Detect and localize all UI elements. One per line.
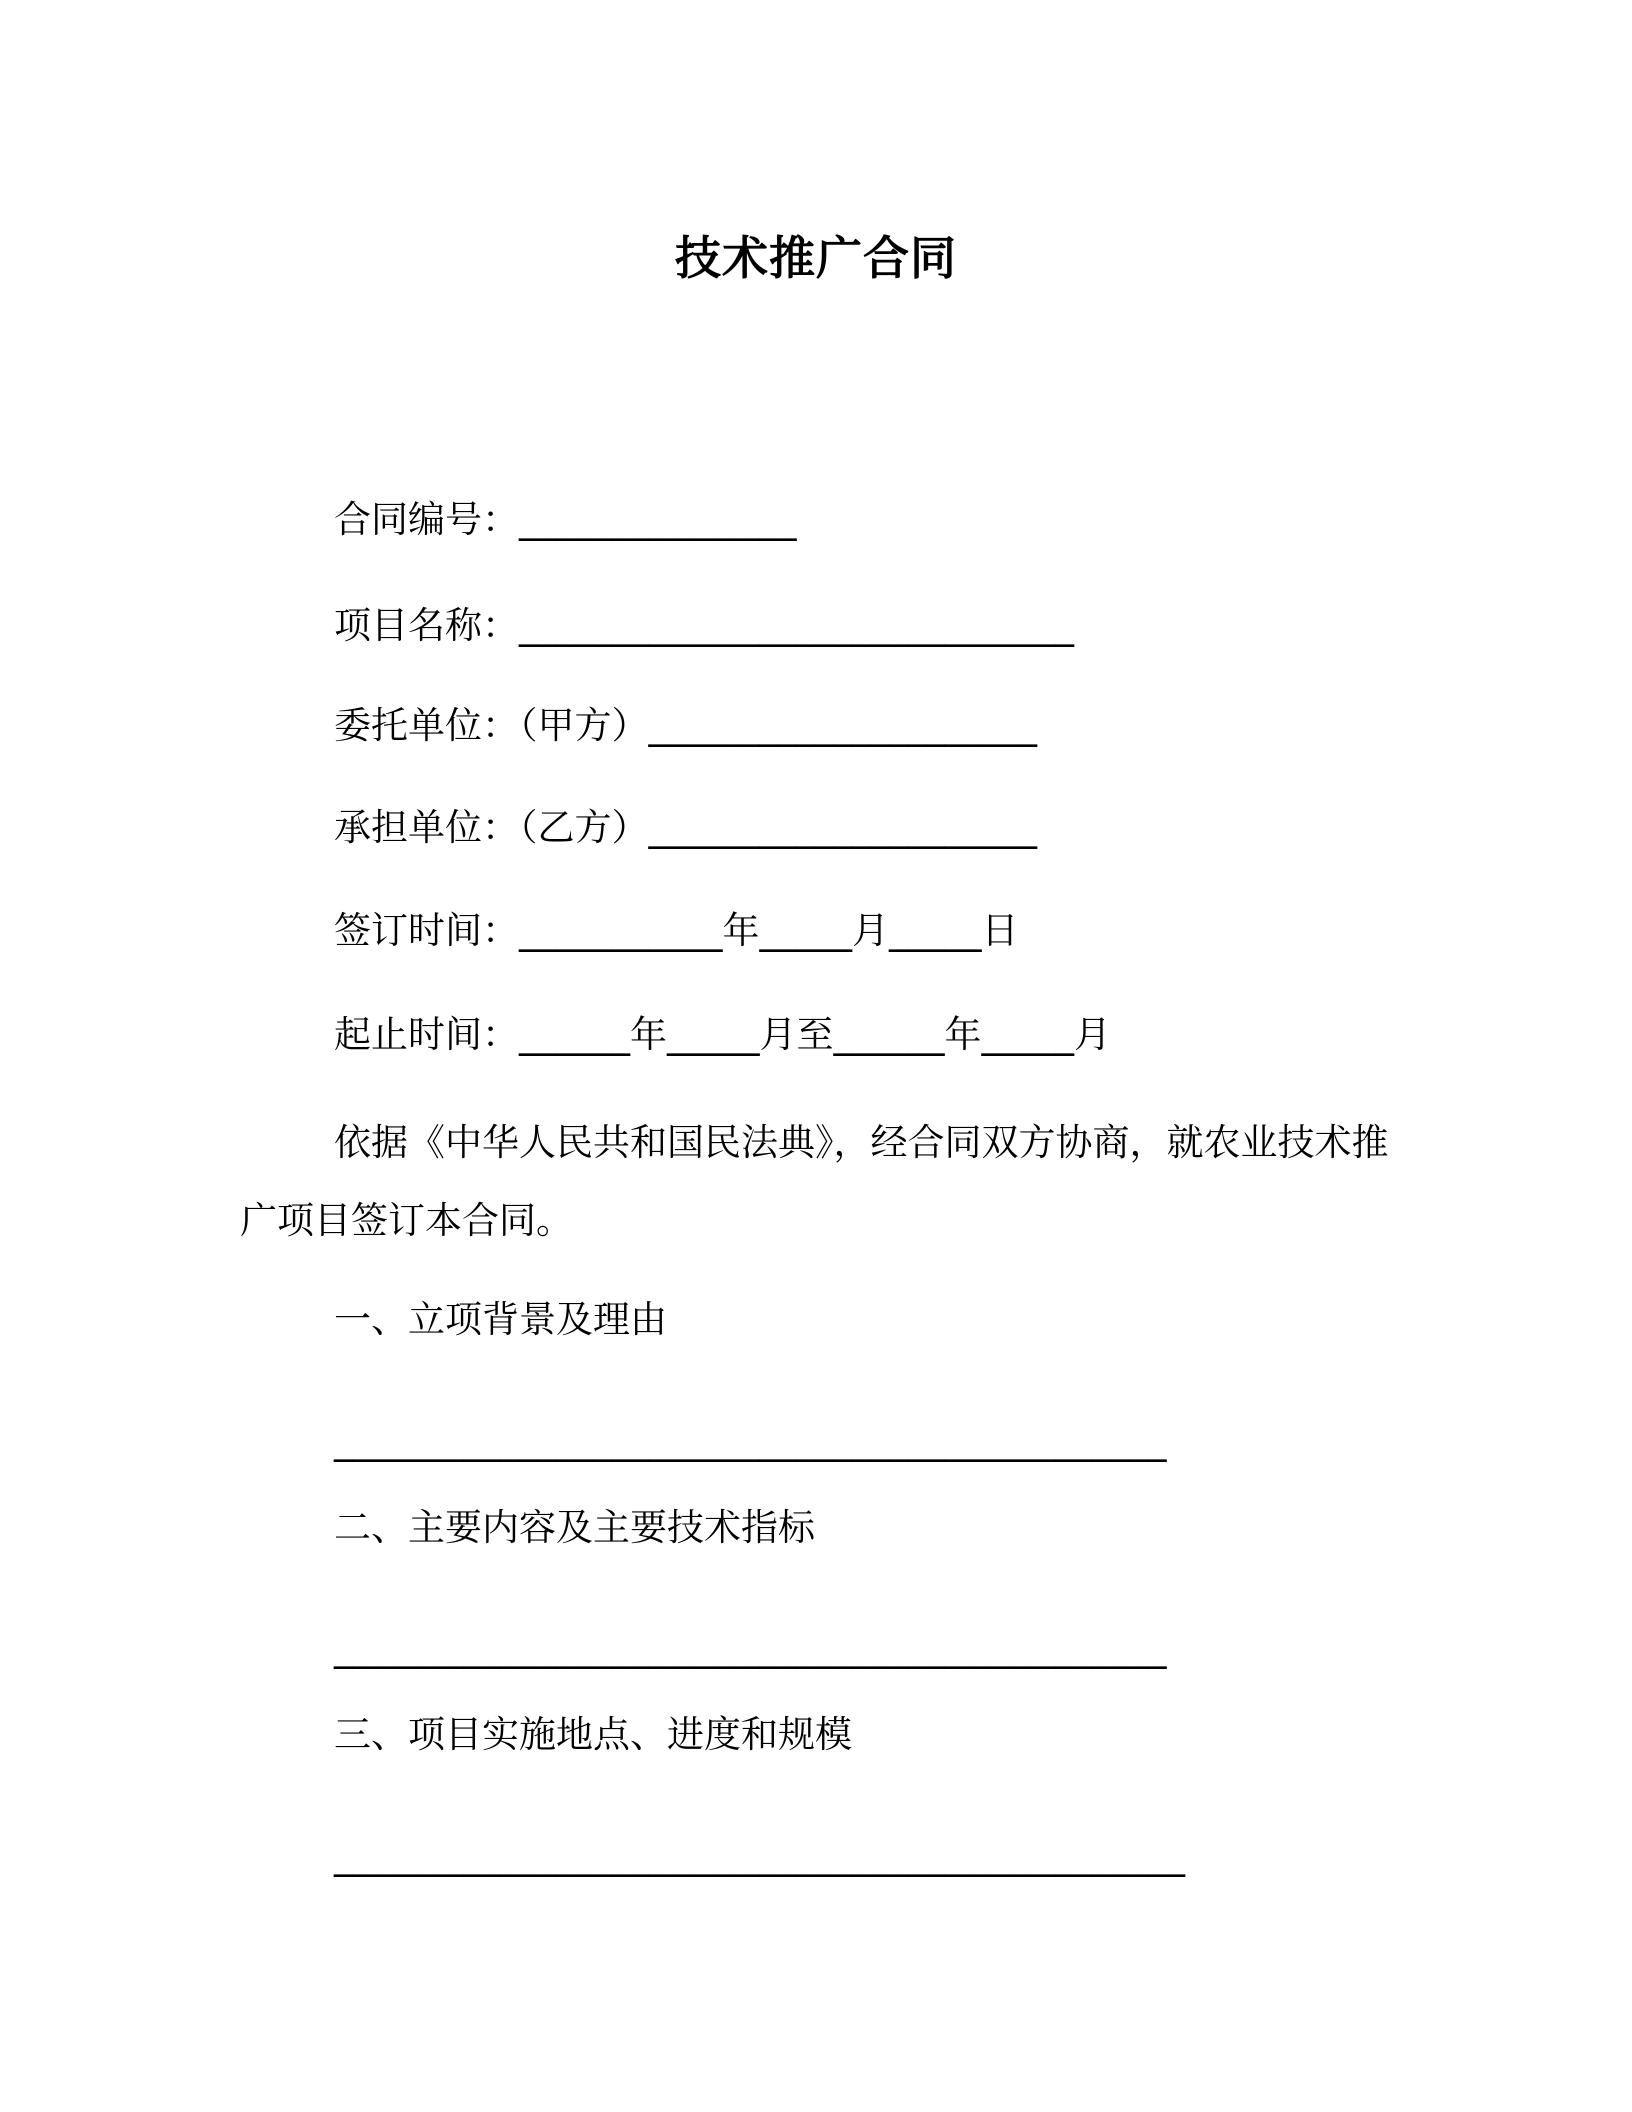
section-heading: 一、立项背景及理由 [334,1298,667,1341]
section-heading: 二、主要内容及主要技术指标 [334,1506,815,1549]
period-field: 起止时间：______年_____月至______年_____月 [334,1013,1111,1056]
document-title: 技术推广合同 [675,231,957,285]
preamble-paragraph: 依据《中华人民共和国民法典》，经合同双方协商，就农业技术推广项目签订本合同。 [240,1121,1389,1242]
undertaker-unit-field: 承担单位：（乙方）_____________________ [334,806,1037,849]
contract-number-field: 合同编号：_______________ [334,498,797,541]
section-heading: 三、项目实施地点、进度和规模 [334,1713,852,1756]
section-blank-line: _____________________________________________ [334,1419,1167,1462]
project-name-field: 项目名称：______________________________ [334,604,1074,647]
sign-date-field: 签订时间：___________年_____月_____日 [334,909,1019,952]
client-unit-field: 委托单位：（甲方）_____________________ [334,704,1037,747]
section-blank-line: _____________________________________________ [334,1626,1167,1669]
section-blank-line: ______________________________________________ [334,1834,1185,1877]
